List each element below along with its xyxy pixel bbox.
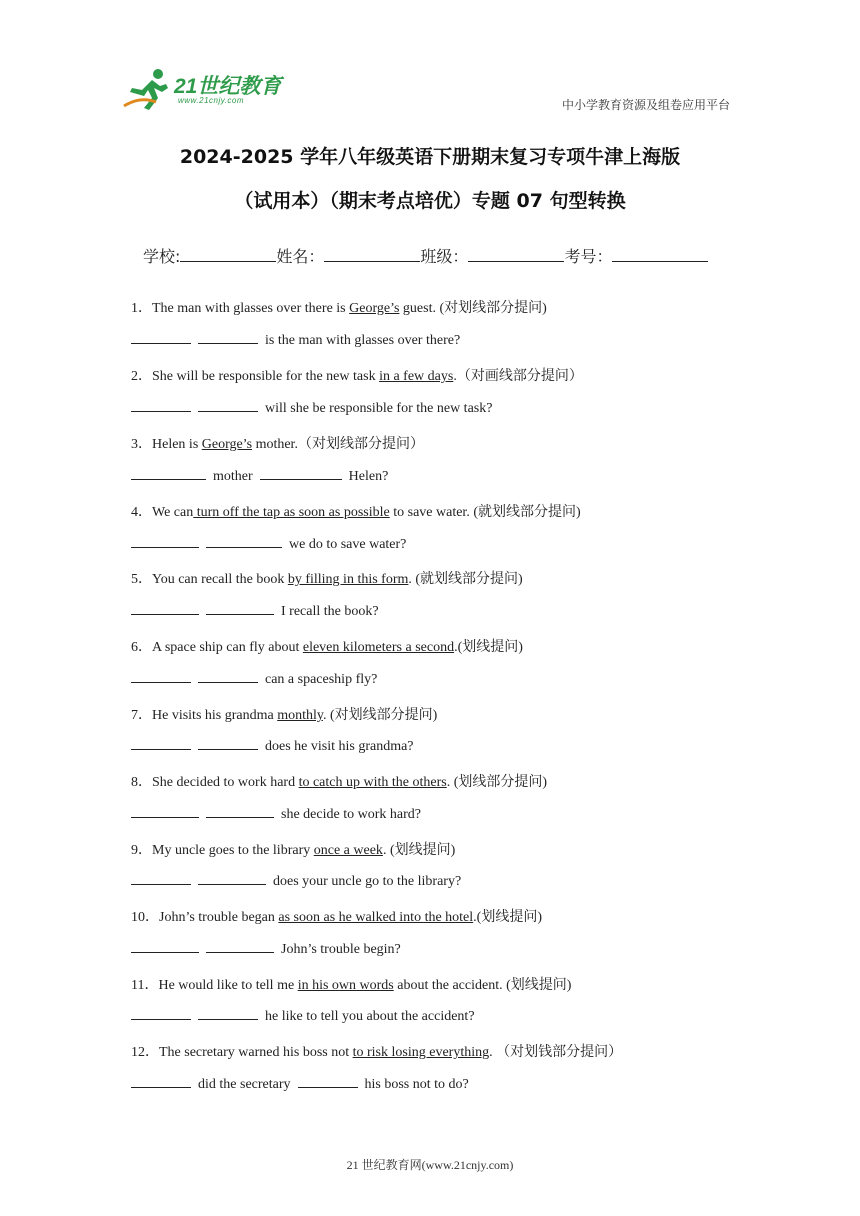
answer-blank[interactable]	[131, 1075, 191, 1088]
page-title-line1: 2024-2025 学年八年级英语下册期末复习专项牛津上海版	[179, 146, 681, 168]
answer-blank[interactable]	[298, 1075, 358, 1088]
answer-blank[interactable]	[260, 467, 342, 480]
answer-line-6: can a spaceship fly?	[131, 670, 377, 688]
brand-logo	[122, 66, 292, 114]
question-1: 1．The man with glasses over there is George’s guest. (对划线部分提问)	[131, 301, 547, 316]
number-label: 考号：	[564, 247, 613, 266]
logo-text: 21世纪教育	[174, 75, 282, 98]
answer-blank[interactable]	[198, 670, 258, 683]
answer-line-3: mother Helen?	[131, 467, 388, 485]
question-11: 11．He would like to tell me in his own words about the accident. (划线提问)	[131, 978, 572, 993]
underlined-part: in his own words	[297, 978, 394, 993]
class-field[interactable]	[468, 247, 564, 262]
answer-line-10: John’s trouble begin?	[131, 940, 401, 958]
underlined-part: in a few days	[379, 369, 454, 384]
answer-blank[interactable]	[131, 670, 191, 683]
name-field[interactable]	[324, 247, 420, 262]
platform-slogan: 中小学教育资源及组卷应用平台	[561, 98, 730, 112]
question-2: 2．She will be responsible for the new task in a few days.（对画线部分提问）	[131, 369, 583, 384]
answer-blank[interactable]	[131, 467, 206, 480]
underlined-part: turn off the tap as soon as possible	[193, 505, 390, 520]
underlined-part: once a week	[313, 843, 383, 858]
answer-line-8: she decide to work hard?	[131, 805, 421, 823]
student-info-row	[143, 244, 708, 267]
answer-blank[interactable]	[206, 940, 274, 953]
answer-blank[interactable]	[198, 737, 258, 750]
answer-line-2: will she be responsible for the new task?	[131, 399, 492, 417]
answer-blank[interactable]	[131, 737, 191, 750]
answer-blank[interactable]	[131, 535, 199, 548]
answer-blank[interactable]	[131, 1007, 191, 1020]
answer-line-9: does your uncle go to the library?	[131, 872, 461, 890]
underlined-part: to risk losing everything	[352, 1045, 490, 1060]
question-9: 9．My uncle goes to the library once a week. (划线提问)	[131, 843, 456, 858]
underlined-part: eleven kilometers a second	[302, 640, 455, 655]
underlined-part: George’s	[349, 301, 400, 316]
answer-blank[interactable]	[198, 872, 266, 885]
page-footer: 21 世纪教育网(www.21cnjy.com)	[346, 1158, 514, 1172]
answer-line-4: we do to save water?	[131, 535, 406, 553]
answer-line-11: he like to tell you about the accident?	[131, 1007, 475, 1025]
school-field[interactable]	[180, 247, 276, 262]
logo-url: www.21cnjy.com	[178, 96, 244, 105]
answer-blank[interactable]	[206, 805, 274, 818]
question-12: 12．The secretary warned his boss not to risk losing everything. （对划钱部分提问）	[131, 1045, 623, 1060]
question-4: 4．We can turn off the tap as soon as possible to save water. (就划线部分提问)	[131, 505, 581, 520]
answer-line-12: did the secretary his boss not to do?	[131, 1075, 469, 1093]
answer-line-1: is the man with glasses over there?	[131, 331, 460, 349]
answer-blank[interactable]	[198, 399, 258, 412]
answer-blank[interactable]	[131, 399, 191, 412]
answer-blank[interactable]	[198, 331, 258, 344]
answer-line-7: does he visit his grandma?	[131, 737, 414, 755]
question-5: 5．You can recall the book by filling in this form. (就划线部分提问)	[131, 572, 523, 587]
answer-blank[interactable]	[131, 805, 199, 818]
underlined-part: monthly	[277, 708, 323, 723]
name-label: 姓名：	[276, 247, 325, 266]
answer-blank[interactable]	[131, 872, 191, 885]
answer-blank[interactable]	[131, 940, 199, 953]
question-3: 3．Helen is George’s mother.（对划线部分提问）	[131, 437, 424, 452]
number-field[interactable]	[612, 247, 708, 262]
underlined-part: to catch up with the others	[298, 775, 447, 790]
page-title-line2: （试用本）（期末考点培优）专题 07 句型转换	[234, 190, 626, 212]
answer-blank[interactable]	[206, 602, 274, 615]
question-7: 7．He visits his grandma monthly. (对划线部分提问)	[131, 708, 438, 723]
answer-blank[interactable]	[131, 331, 191, 344]
runner-icon	[122, 66, 174, 112]
underlined-part: George’s	[201, 437, 253, 452]
underlined-part: by filling in this form	[287, 572, 409, 587]
answer-line-5: I recall the book?	[131, 602, 379, 620]
answer-blank[interactable]	[131, 602, 199, 615]
underlined-part: as soon as he walked into the hotel	[278, 910, 474, 925]
page-header	[0, 0, 860, 130]
question-10: 10．John’s trouble began as soon as he walked into the hotel.(划线提问)	[131, 910, 542, 925]
school-label: 学校:	[143, 247, 181, 266]
class-label: 班级：	[420, 247, 469, 266]
answer-blank[interactable]	[206, 535, 282, 548]
question-8: 8．She decided to work hard to catch up with the others. (划线部分提问)	[131, 775, 548, 790]
question-6: 6．A space ship can fly about eleven kilometers a second.(划线提问)	[131, 640, 523, 655]
answer-blank[interactable]	[198, 1007, 258, 1020]
